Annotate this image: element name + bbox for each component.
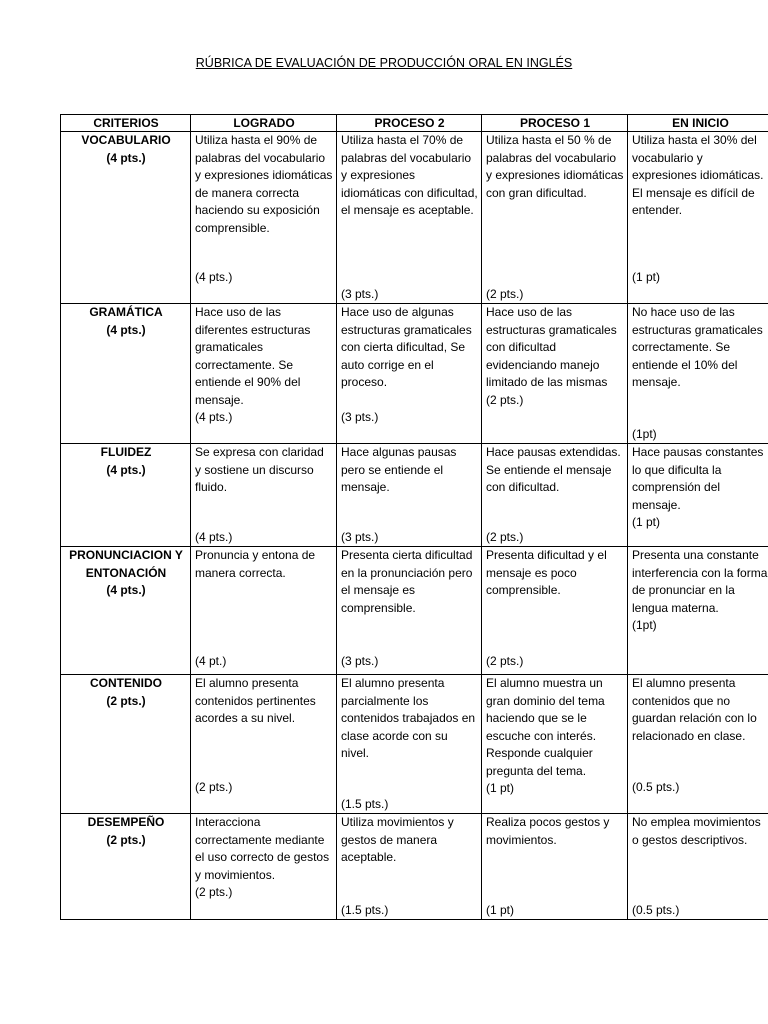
cell-points: (2 pts.) <box>486 653 524 668</box>
cell-points: (0.5 pts.) <box>632 902 680 917</box>
cell-points: (3 pts.) <box>341 653 379 668</box>
rubric-cell <box>337 304 482 444</box>
cell-description: Presenta una constante interferencia con la forma de pronunciar en la lengua materna. <box>632 548 768 615</box>
cell-description: Utiliza hasta el 30% del vocabulario y expresiones idiomáticas. El mensaje es difícil de entender. <box>632 133 764 217</box>
cell-points: (1 pt) <box>632 269 661 284</box>
criterion-points: (4 pts.) <box>106 322 146 337</box>
rubric-cell <box>482 132 628 304</box>
criterion-points: (2 pts.) <box>106 832 146 847</box>
cell-points: (0.5 pts.) <box>632 779 680 794</box>
criterion-label: FLUIDEZ <box>100 445 152 459</box>
rubric-cell <box>628 304 768 444</box>
rubric-cell <box>337 444 482 547</box>
criterion-cell <box>61 547 191 675</box>
cell-points: (4 pt.) <box>195 653 227 668</box>
rubric-cell <box>191 814 337 920</box>
rubric-cell <box>337 132 482 304</box>
cell-points: (1.5 pts.) <box>341 902 389 917</box>
criterion-label: VOCABULARIO <box>81 133 171 147</box>
cell-description: Pronuncia y entona de manera correcta. <box>195 548 316 580</box>
cell-points: (3 pts.) <box>341 286 379 301</box>
cell-description: Hace pausas constantes lo que dificulta la comprensión del mensaje. <box>632 445 764 512</box>
cell-points: (2 pts.) <box>486 392 524 407</box>
cell-description: Se expresa con claridad y sostiene un discurso fluido. <box>195 445 324 494</box>
header-logrado: LOGRADO <box>191 115 337 132</box>
table-row <box>61 132 768 304</box>
cell-description: No hace uso de las estructuras gramaticales correctamente. Se entiende el 10% del mensaje. <box>632 305 763 389</box>
table-row <box>61 814 768 920</box>
rubric-cell <box>191 547 337 675</box>
criterion-cell <box>61 132 191 304</box>
rubric-cell <box>482 304 628 444</box>
cell-description: Hace algunas pausas pero se entiende el mensaje. <box>341 445 457 494</box>
rubric-cell <box>482 675 628 814</box>
rubric-cell <box>337 547 482 675</box>
cell-points: (2 pts.) <box>486 286 524 301</box>
criterion-cell <box>61 814 191 920</box>
cell-description: Hace uso de las estructuras gramaticales con dificultad evidenciando manejo limitado de las mismas <box>486 305 617 389</box>
cell-description: Hace uso de algunas estructuras gramaticales con cierta dificultad, Se auto corrige en el proceso. <box>341 305 472 389</box>
header-en-inicio: EN INICIO <box>628 115 768 132</box>
cell-description: El alumno presenta parcialmente los contenidos trabajados en clase acorde con su nivel. <box>341 676 476 760</box>
cell-description: Presenta dificultad y el mensaje es poco comprensible. <box>486 548 607 597</box>
criterion-label: GRAMÁTICA <box>89 305 163 319</box>
cell-description: Hace pausas extendidas. Se entiende el mensaje con dificultad. <box>486 445 621 494</box>
criterion-cell <box>61 304 191 444</box>
cell-description: Interacciona correctamente mediante el uso correcto de gestos y movimientos. <box>195 815 330 882</box>
rubric-cell <box>337 675 482 814</box>
criterion-cell <box>61 444 191 547</box>
cell-points: (4 pts.) <box>195 529 233 544</box>
rubric-cell <box>191 304 337 444</box>
rubric-cell <box>628 814 768 920</box>
rubric-cell <box>482 814 628 920</box>
cell-points: (1.5 pts.) <box>341 796 389 811</box>
cell-points: (2 pts.) <box>486 529 524 544</box>
rubric-table <box>60 114 768 920</box>
cell-description: Presenta cierta dificultad en la pronunciación pero el mensaje es comprensible. <box>341 548 473 615</box>
cell-points: (1 pt) <box>486 902 515 917</box>
cell-description: No emplea movimientos o gestos descriptivos. <box>632 815 761 847</box>
cell-points: (2 pts.) <box>195 885 233 899</box>
cell-description: Utiliza hasta el 90% de palabras del vocabulario y expresiones idiomáticas de manera correcta haciendo su exposición comprensible. <box>195 133 333 235</box>
rubric-cell <box>191 675 337 814</box>
criterion-cell <box>61 675 191 814</box>
header-proceso-1: PROCESO 1 <box>482 115 628 132</box>
cell-points: (3 pts.) <box>341 409 379 424</box>
rubric-cell <box>628 547 768 675</box>
table-row <box>61 675 768 814</box>
cell-description: Utiliza hasta el 70% de palabras del vocabulario y expresiones idiomáticas con dificultad, el mensaje es aceptable. <box>341 133 478 217</box>
cell-description: El alumno presenta contenidos que no guardan relación con lo relacionado en clase. <box>632 676 757 743</box>
rubric-cell <box>337 814 482 920</box>
criterion-points: (4 pts.) <box>106 150 146 165</box>
criterion-label: CONTENIDO <box>90 676 162 690</box>
cell-description: El alumno presenta contenidos pertinentes acordes a su nivel. <box>195 676 316 725</box>
cell-points: (1pt) <box>632 426 657 441</box>
criterion-label: PRONUNCIACION Y ENTONACIÓN <box>69 548 183 580</box>
cell-description: Utiliza movimientos y gestos de manera aceptable. <box>341 815 454 864</box>
criterion-points: (4 pts.) <box>106 462 146 477</box>
rubric-cell <box>482 547 628 675</box>
cell-points: (2 pts.) <box>195 779 233 794</box>
rubric-cell <box>628 132 768 304</box>
cell-points: (1 pt) <box>632 515 661 529</box>
header-criterios: CRITERIOS <box>61 115 191 132</box>
rubric-cell <box>482 444 628 547</box>
table-row <box>61 547 768 675</box>
cell-points: (3 pts.) <box>341 529 379 544</box>
cell-points: (4 pts.) <box>195 410 233 424</box>
criterion-points: (4 pts.) <box>106 583 146 597</box>
table-row <box>61 304 768 444</box>
rubric-cell <box>628 444 768 547</box>
page-title: RÚBRICA DE EVALUACIÓN DE PRODUCCIÓN ORAL EN INGLÉS <box>195 56 573 70</box>
rubric-cell <box>191 444 337 547</box>
cell-description: El alumno muestra un gran dominio del tema haciendo que se le escuche con interés. Responde cualquier pregunta del tema. <box>486 676 605 778</box>
rubric-cell <box>628 675 768 814</box>
criterion-label: DESEMPEÑO <box>87 815 165 829</box>
header-proceso-2: PROCESO 2 <box>337 115 482 132</box>
cell-points: (1pt) <box>632 618 657 632</box>
cell-description: Hace uso de las diferentes estructuras gramaticales correctamente. Se entiende el 90% del mensaje. <box>195 305 311 407</box>
header-row <box>61 115 768 132</box>
cell-points: (1 pt) <box>486 781 515 795</box>
cell-description: Realiza pocos gestos y movimientos. <box>486 815 610 847</box>
cell-description: Utiliza hasta el 50 % de palabras del vocabulario y expresiones idiomáticas con gran dificultad. <box>486 133 624 200</box>
criterion-points: (2 pts.) <box>106 693 146 708</box>
table-row <box>61 444 768 547</box>
rubric-cell <box>191 132 337 304</box>
cell-points: (4 pts.) <box>195 269 233 284</box>
